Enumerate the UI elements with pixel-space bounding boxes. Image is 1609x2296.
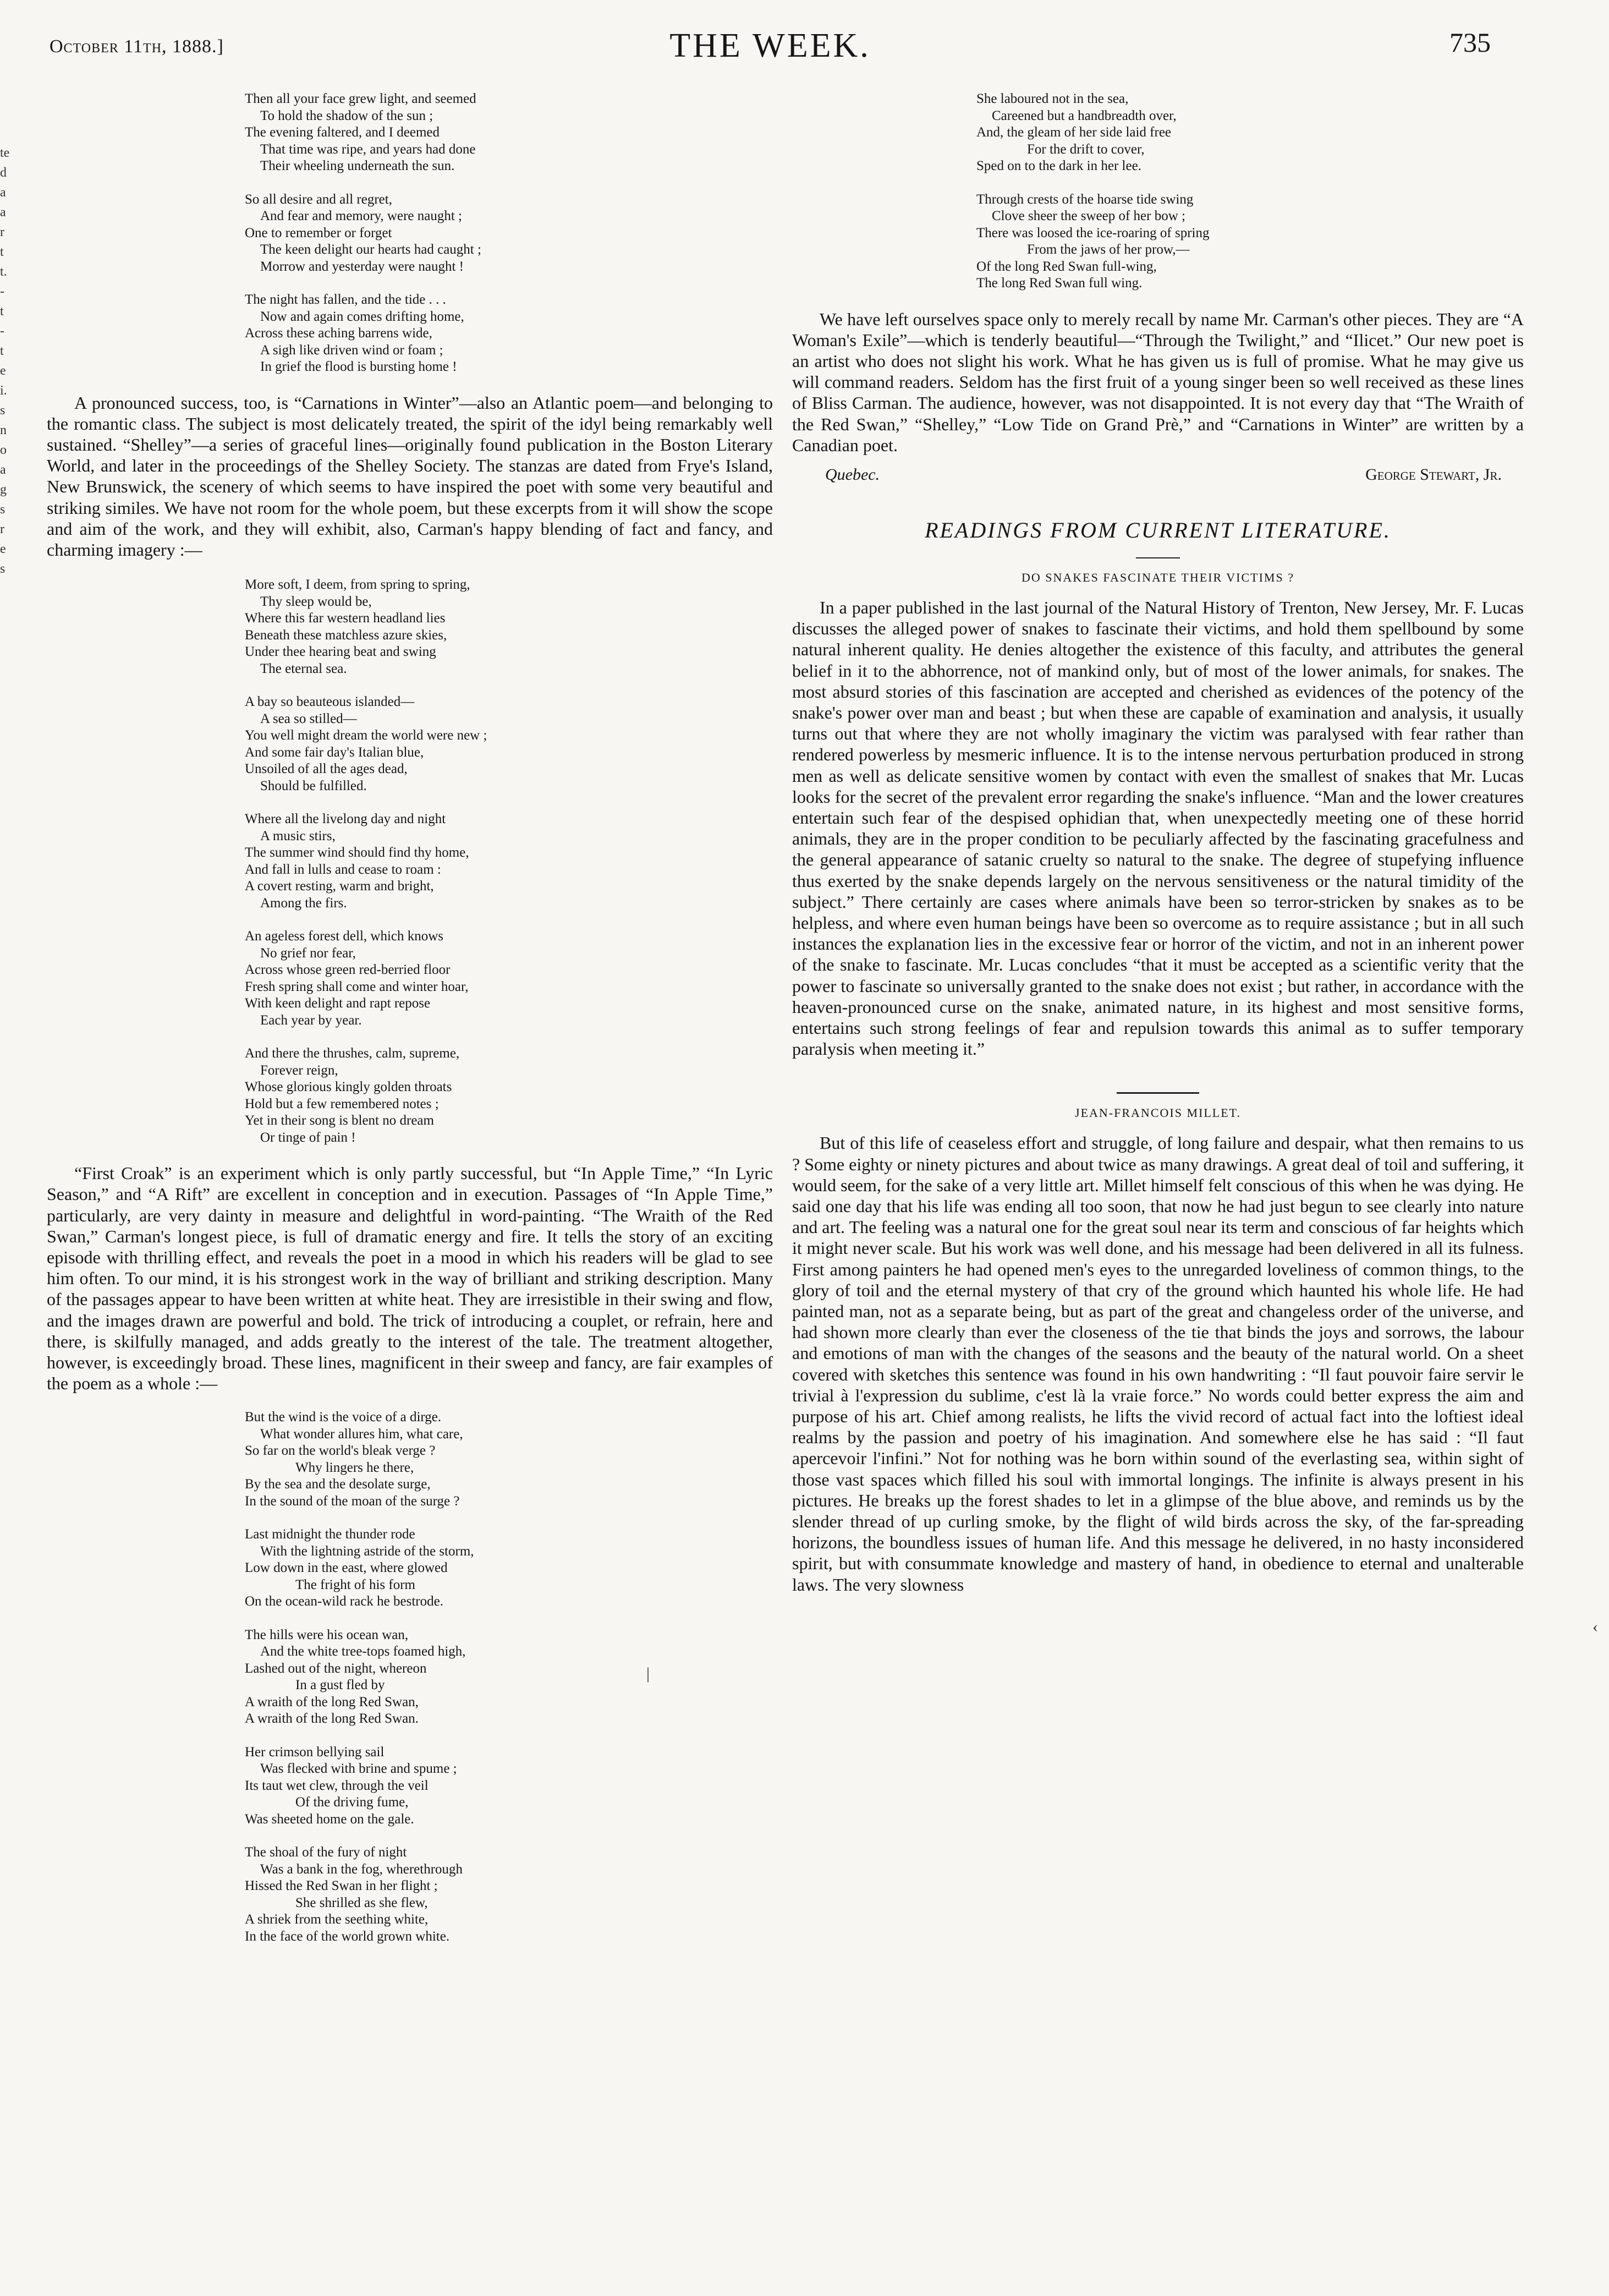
edge-fragment: - [0,324,4,338]
edge-fragment: g [0,483,7,497]
poem-stanza [245,694,773,794]
poem-line: That time was ripe, and years had done [260,141,476,157]
poem-line: Where all the livelong day and night [245,812,446,827]
poem-line: Morrow and yesterday were naught ! [260,259,464,274]
poem-stanza [245,191,773,276]
poem-line: And some fair day's Italian blue, [245,744,424,760]
paragraph-first-croak: “First Croak” is an experiment which is only partly successful, but “In Apple Time,” “In Lyric Season,” and “A Rift” are excellent in conception and in execution. Passages of “In Apple Time,” particularly, are very dainty in measure and delightful in word-painting. “The Wraith of the Red Swan,” Carman's longest piece, is full of dramatic energy and fire. It tells the story of an exciting episode with thrilling effect, and reveals the poet in a mood in which his readers will be glad to see him often. To our mind, it is his strongest work in the way of brilliant and striking description. Many of the passages appear to have been written at white heat. They are irresistible in their swing and flow, and the images drawn are powerful and bold. The trick of introducing a couplet, or refrain, here and there, is skilfully managed, and adds greatly to the interest of the tale. The treatment altogether, however, is exceedingly broad. These lines, magnificent in their sweep and fancy, are fair examples of the poem as a whole :— [47,1163,773,1394]
poem-line: The shoal of the fury of night [245,1845,407,1860]
poem-line: A bay so beauteous islanded— [245,694,415,710]
article-body-snakes: In a paper published in the last journal of the Natural History of Trenton, New Jersey, Mr. F. Lucas discusses the alleged power of snakes to fascinate their victims, and hold them spellbound by some natural inherent quality. He denies altogether the existence of this faculty, and attributes the general belief in it to the abhorrence, not of mankind only, but of most of the lower animals, for snakes. The most absurd stories of this fascination are accepted and cherished as evidences of the potency of the snake's power over man and beast ; but when these are capable of examination and analysis, it usually turns out that where they are not wholly imaginary the victim was paralysed with fear rather than rendered powerless by mesmeric influence. It is to the intense nervous perturbation produced in strong men as well as delicate sensitive women by contact with even the smallest of snakes that Mr. Lucas looks for the secret of the prevalent error regarding the snake's influence. “Man and the lower creatures entertain such fear of the despised ophidian that, when unexpectedly meeting one of these horrid animals, they are in the proper condition to be peculiarly affected by the fascinating gracefulness and the general appearance of satanic cruelty so natural to the snake. The degree of stupefying influence thus exerted by the snake depends largely on the nervous sensitiveness or the natural timidity of the subject.” There certainly are cases where animals have been so terror-stricken by snakes as to be helpless, and where even human beings have been so overcome as to require assistance ; but in all such instances the explanation lies in the excessive fear or horror of the victim, and not in an inherent power of the snake to fascinate. Mr. Lucas concludes “that it must be accepted as a scientific verity that the power to fascinate so universally granted to the snake does not exist ; but rather, in accordance with the heaven-pronounced curse on the snake, animated nature, in its highest and most sensitive forms, entertains such strong feelings of fear and repulsion towards this animal as to suffer temporary paralysis when meeting it.” [792,597,1524,1059]
poem-line: Of the driving fume, [295,1795,409,1810]
edge-fragment: n [0,423,7,437]
poem-line: Her crimson bellying sail [245,1744,385,1760]
poem-line: You well might dream the world were new ; [245,728,487,743]
poem-line: But the wind is the voice of a dirge. [245,1410,442,1425]
adjacent-page-edge-text [0,143,12,579]
masthead-title: THE WEEK. [669,27,871,64]
poem-line: Where this far western headland lies [245,611,446,626]
poem-line: Through crests of the hoarse tide swing [976,191,1194,207]
edge-fragment: e [0,364,6,378]
signature-place: Quebec. [825,465,880,484]
paragraph-other-pieces: We have left ourselves space only to merely recall by name Mr. Carman's other pieces. They are “A Woman's Exile”—which is tenderly beautiful—“Through the Twilight,” and “Ilicet.” Our new poet is an artist who does not slight his work. What he has given us is full of promise. What he may give us will command readers. Seldom has the first fruit of a young singer been so well received as these lines of Bliss Carman. The audience, however, was not disappointed. It is not every day that “The Wraith of the Red Swan,” “Shelley,” “Low Tide on Grand Prè,” and “Carnations in Winter” are written by a Canadian poet. [792,309,1524,455]
poem-line: Of the long Red Swan full-wing, [976,259,1157,274]
edge-fragment: t [0,245,4,259]
poem-line: No grief nor fear, [260,945,356,961]
poem-line: Among the firs. [260,895,347,911]
poem-line: Why lingers he there, [295,1460,414,1475]
poem-line: And the white tree-tops foamed high, [260,1644,466,1659]
poem-line: Was a bank in the fog, wherethrough [260,1861,463,1877]
page-number: 735 [1449,27,1491,58]
poem-line: Should be fulfilled. [260,778,367,793]
right-column [792,91,1524,1595]
edge-fragment: i. [0,383,7,398]
poem-line: The summer wind should find thy home, [245,845,469,861]
poem-line: Last midnight the thunder rode [245,1527,415,1542]
poem-stanza [245,91,773,175]
poem-line: In the sound of the moan of the surge ? [245,1493,460,1509]
paragraph-carnations-in-winter: A pronounced success, too, is “Carnations in Winter”—also an Atlantic poem—and belonging to the romantic class. The subject is most delicately treated, the spirit of the idyl being remarkably well sustained. “Shelley”—a series of graceful lines—originally found publication in the Boston Literary World, and later in the proceedings of the Shelley Society. The stanzas are dated from Frye's Island, New Brunswick, the scenery of which seems to have inspired the poet with some very beautiful and striking similes. We have not room for the whole poem, but these excerpts from it will show the scope and aim of the work, and they will exhibit, also, Carman's happy blending of fact and fancy, and charming imagery :— [47,392,773,560]
article-title-snakes: DO SNAKES FASCINATE THEIR VICTIMS ? [1022,570,1294,584]
poem-line: And, the gleam of her side laid free [976,125,1172,140]
poem-line: Their wheeling underneath the sun. [260,158,455,173]
poem-line: The fright of his form [295,1577,416,1592]
edge-fragment: s [0,562,6,576]
section-rule [1136,557,1180,558]
poem-line: Hold but a few remembered notes ; [245,1096,439,1111]
poem-line: Lashed out of the night, whereon [245,1661,427,1676]
poem-stanza [245,577,773,677]
poem-line: Beneath these matchless azure skies, [245,627,447,643]
poem-line: Whose glorious kingly golden throats [245,1079,452,1095]
edge-fragment: s [0,403,6,418]
edge-fragment: o [0,443,7,457]
poem-line: Hissed the Red Swan in her flight ; [245,1878,438,1894]
poem-line: The eternal sea. [260,661,347,676]
poem-line: Fresh spring shall come and winter hoar, [245,979,469,994]
article-divider [1117,1092,1199,1094]
poem-line: And fall in lulls and cease to roam : [245,862,441,877]
poem-line: Low down in the east, where glowed [245,1560,448,1576]
poem-line: And fear and memory, were naught ; [260,209,462,223]
poem-line: Or tinge of pain ! [260,1130,356,1145]
poem-line: With the lightning astride of the storm, [260,1543,474,1559]
poem-line: Under thee hearing beat and swing [245,644,436,660]
poem-line: Now and again comes drifting home, [260,309,464,324]
poem-line: In the face of the world grown white. [245,1928,450,1944]
poem-line: A wraith of the long Red Swan, [245,1694,419,1709]
edge-fragment: e [0,542,6,556]
edge-fragment: t. [0,265,7,279]
poem-line: A sigh like driven wind or foam ; [260,342,443,358]
edge-fragment: a [0,205,6,220]
poem-stanza [976,91,1524,175]
left-column [47,91,773,1961]
poem-line: And there the thrushes, calm, supreme, [245,1046,460,1061]
poem-line: A sea so stilled— [260,711,357,726]
poem-line: One to remember or forget [245,225,392,240]
poem-line: She shrilled as she flew, [295,1895,428,1910]
poem-line: In grief the flood is bursting home ! [260,359,457,374]
poem-stanza [245,1045,773,1146]
article-body-millet: But of this life of ceaseless effort and struggle, of long failure and despair, what then remains to us ? Some eighty or ninety pictures and about twice as many drawings. A great deal of toil and suffering, it would seem, for the sake of a very little art. Millet himself felt conscious of this when he was dying. He said one day that his life was ending all too soon, that now he had just begun to see clearly into nature and art. The feeling was a natural one for the great soul near its term and conscious of far heights which it might never scale. But his work was well done, and his message had been delivered in all its fulness. First among painters he had opened men's eyes to the unregarded loveliness of common things, to the glory of toil and the eternal mystery of that cry of the ground which haunted his whole life. He had painted man, not as a separate being, but as part of the great and changeless order of the universe, and had shown more clearly than ever the closeness of the tie that binds the joys and sorrows, the labour and emotions of man with the changes of the seasons and the beauty of the natural world. On a sheet covered with sketches this sentence was found in his own handwriting : “Il faut pouvoir faire servir le trivial à l'expression du sublime, c'est là la vraie force.” No words could better express the aim and purpose of his art. Chief among realists, he lifts the vivid record of actual fact into the loftiest ideal realms by the passion and poetry of his imagination. And somewhere else he has said : “Il faut apercevoir l'infini.” Not for nothing was he born within sound of the everlasting sea, within sight of those vast spaces which filled his soul with immortal longings. The infinite is always present in his pictures. He breaks up the forest shades to let in a glimpse of the blue above, and reminds us by the slender thread of up curling smoke, by the flight of wild birds across the sky, of the far-spreading horizons, the boundless issues of human life. And this message he delivered, in no hasty inconsidered spirit, but with consummate knowledge and mastery of hand, in obedience to eternal and unalterable laws. The very slowness [792,1133,1524,1594]
poem-line: Then all your face grew light, and seemed [245,91,476,106]
poem-line: A shriek from the seething white, [245,1912,429,1927]
poem-excerpt-shelley [245,577,773,1146]
poem-line: By the sea and the desolate surge, [245,1477,431,1492]
poem-stanza [245,1409,773,1510]
poem-line: She laboured not in the sea, [976,91,1129,106]
section-title: READINGS FROM CURRENT LITERATURE. [925,517,1391,543]
poem-line: More soft, I deem, from spring to spring, [245,577,470,593]
edge-fragment: te [0,146,10,160]
signature-author: George Stewart, Jr. [1365,465,1502,484]
poem-line: A music stirs, [260,828,336,843]
poem-stanza [245,928,773,1029]
poem-line: From the jaws of her prow,— [1027,242,1190,257]
poem-line: For the drift to cover, [1027,141,1145,157]
poem-line: The long Red Swan full wing. [976,276,1143,291]
poem-line: Clove sheer the sweep of her bow ; [992,209,1185,223]
poem-line: Careened but a handbreadth over, [992,108,1177,123]
poem-line: The keen delight our hearts had caught ; [260,242,481,257]
poem-stanza [245,811,773,912]
poem-line: To hold the shadow of the sun ; [260,108,433,123]
poem-line: Was flecked with brine and spume ; [260,1761,457,1777]
poem-line: Sped on to the dark in her lee. [976,158,1141,173]
poem-line: The night has fallen, and the tide . . . [245,292,446,307]
poem-line: Was sheeted home on the gale. [245,1811,414,1827]
edge-fragment: a [0,185,6,200]
edge-fragment: r [0,522,4,536]
margin-mark: ‹ [1592,1618,1598,1636]
article-title-millet: JEAN-FRANCOIS MILLET. [1075,1106,1241,1120]
poem-line: Thy sleep would be, [260,594,372,609]
edge-fragment: a [0,463,6,477]
poem-line: Each year by year. [260,1012,362,1028]
poem-line: Across whose green red-berried floor [245,962,451,978]
poem-stanza [245,1744,773,1828]
poem-excerpt-red-swan-cont [976,91,1524,292]
poem-line: The evening faltered, and I deemed [245,125,440,140]
poem-line: An ageless forest dell, which knows [245,929,444,944]
page-header [50,22,1491,72]
edge-fragment: r [0,225,4,239]
poem-excerpt-red-swan [245,1409,773,1945]
edge-fragment: t [0,304,4,319]
poem-stanza [976,191,1524,292]
poem-line: Forever reign, [260,1062,338,1078]
poem-line: Yet in their song is blent no dream [245,1113,434,1128]
poem-excerpt-1 [245,91,773,376]
poem-line: A wraith of the long Red Swan. [245,1711,419,1727]
poem-line: A covert resting, warm and bright, [245,879,434,894]
poem-line: Across these aching barrens wide, [245,326,432,341]
signature [792,465,1524,484]
poem-line: Its taut wet clew, through the veil [245,1778,429,1793]
poem-line: On the ocean-wild rack he bestrode. [245,1594,443,1609]
poem-line: In a gust fled by [295,1678,385,1693]
poem-stanza [245,1526,773,1610]
poem-line: The hills were his ocean wan, [245,1627,409,1642]
edge-fragment: s [0,502,6,517]
poem-line: Unsoiled of all the ages dead, [245,761,408,777]
poem-stanza [245,1844,773,1945]
poem-stanza [245,1627,773,1728]
edge-fragment: d [0,166,7,180]
margin-mark: | [646,1664,650,1683]
poem-line: So far on the world's bleak verge ? [245,1443,436,1459]
issue-date: October 11th, 1888.] [50,36,224,57]
poem-line: There was loosed the ice-roaring of spring [976,225,1210,240]
poem-line: So all desire and all regret, [245,191,392,207]
edge-fragment: t [0,344,4,358]
poem-line: With keen delight and rapt repose [245,996,431,1011]
edge-fragment: - [0,284,4,299]
poem-line: What wonder allures him, what care, [260,1426,463,1442]
poem-stanza [245,292,773,376]
